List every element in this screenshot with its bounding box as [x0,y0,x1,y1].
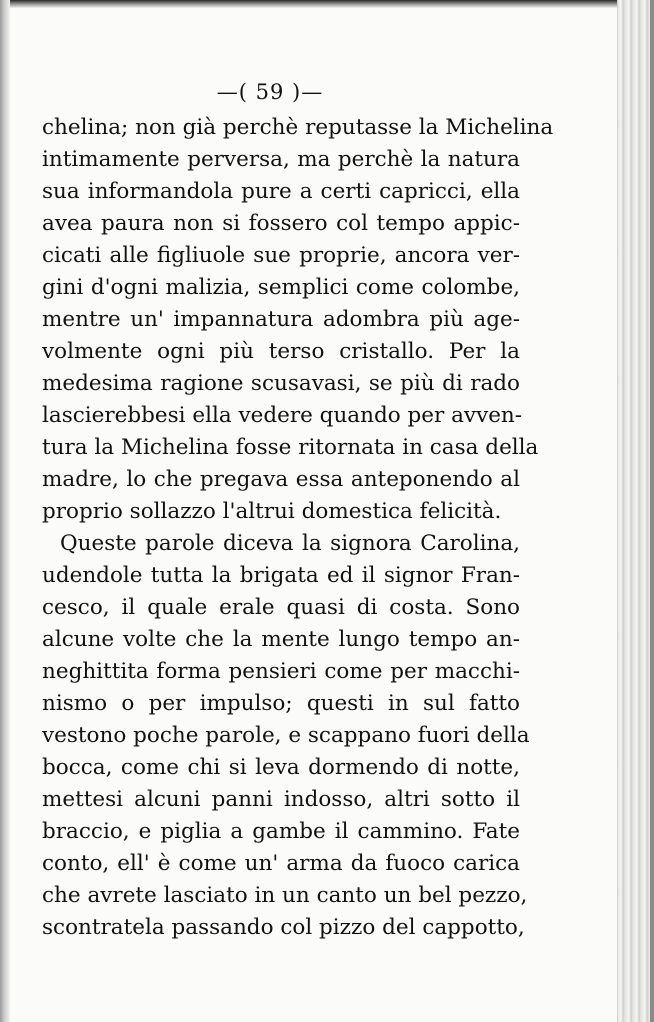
page-right-edge [617,0,654,1022]
text-line: sua informandola pure a certi capricci, ella [42,179,520,204]
text-line: nismo o per impulso; questi in sul fatto [42,691,520,716]
text-line: medesima ragione scusavasi, se più di rado [42,371,520,396]
paragraph-end-line: proprio sollazzo l'altrui domestica felicità. [42,499,502,524]
text-line: bocca, come chi si leva dormendo di notte, [42,755,520,780]
text-line: alcune volte che la mente lungo tempo an- [42,627,520,652]
text-line: conto, ell' è come un' arma da fuoco carica [42,851,520,876]
text-line: vestono poche parole, e scappano fuori della [42,723,530,748]
text-line: lascierebbesi ella vedere quando per avven- [42,403,523,428]
text-line: cesco, il quale erale quasi di costa. Sono [42,595,520,620]
text-line: udendole tutta la brigata ed il signor Fran- [42,563,520,588]
text-line: che avrete lasciato in un canto un bel pezzo, [42,883,528,908]
text-line: volmente ogni più terso cristallo. Per la [42,339,520,364]
text-line: braccio, e piglia a gambe il cammino. Fate [42,819,520,844]
page-left-edge [0,0,10,1022]
body-text [42,112,554,944]
page-right-border [650,0,654,1022]
text-line: mentre un' impannatura adombra più age- [42,307,520,332]
text-line: cicati alle figliuole sue proprie, ancora ver- [42,243,520,268]
text-line: madre, lo che pregava essa anteponendo al [42,467,520,492]
text-line: avea paura non si fossero col tempo appic- [42,211,520,236]
page-top-shadow [0,0,654,8]
text-line: gini d'ogni malizia, semplici come colombe, [42,275,520,300]
text-line: intimamente perversa, ma perchè la natura [42,147,520,172]
page-number-header: —( 59 )— [216,80,324,104]
text-line: neghittita forma pensieri come per macchi- [42,659,520,684]
text-line: chelina; non già perchè reputasse la Michelina [42,115,554,140]
text-line: mettesi alcuni panni indosso, altri sotto il [42,787,520,812]
text-line: scontratela passando col pizzo del cappotto, [42,915,525,940]
paragraph-start-line: Queste parole diceva la signora Carolina, [60,531,520,556]
text-line: tura la Michelina fosse ritornata in casa della [42,435,539,460]
